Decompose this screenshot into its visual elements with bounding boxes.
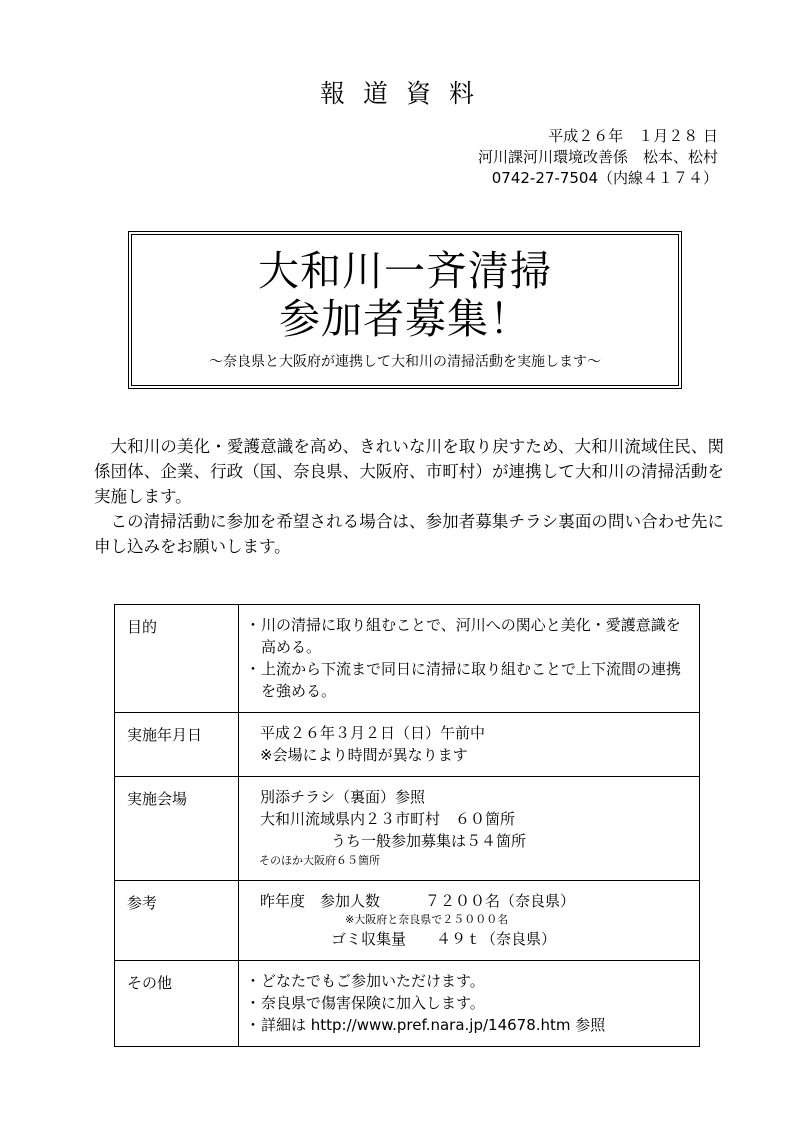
venue-line-1: 別添チラシ（裏面）参照 [260,788,426,806]
title-box-inner [131,234,679,386]
row-label-reference: 参考 [115,881,239,961]
title-line-2: 参加者募集！ [279,295,531,343]
contact-department: 河川課河川環境改善係 松本、松村 [477,148,718,166]
bullet-mark: ・ [245,616,261,634]
list-item [245,970,691,992]
title-line-1: 大和川一斉清掃 [258,247,552,295]
table-row-purpose [115,605,700,713]
date-line-1: 平成２６年３月２日（日）午前中 [260,724,486,742]
row-content-date [239,713,700,777]
release-date: 平成２６年 １月２８ 日 [548,127,718,145]
list-item [245,1014,691,1036]
list-item [245,614,691,658]
row-label-other: その他 [115,961,239,1047]
table-row-other [115,961,700,1047]
table-row-reference [115,881,700,961]
purpose-item-2: 上流から下流まで同日に清掃に取り組むことで上下流間の連携を強める。 [261,660,682,700]
bullet-mark: ・ [245,972,261,990]
row-content-venue [239,777,700,881]
row-content-purpose [239,605,700,713]
info-table [114,604,700,1047]
bullet-mark: ・ [245,660,261,678]
reference-line-3: ゴミ収集量 ４９ｔ（奈良県） [331,930,557,948]
venue-note: そのほか大阪府６５箇所 [259,854,380,867]
bullet-mark: ・ [245,994,261,1012]
body-paragraph-1: 大和川の美化・愛護意識を高め、きれいな川を取り戻すため、大和川流域住民、関係団体、企業、行政（国、奈良県、大阪府、市町村）が連携して大和川の清掃活動を実施します。 [94,437,724,506]
body-paragraph-2: この清掃活動に参加を希望される場合は、参加者募集チラシ裏面の問い合わせ先に申し込みをお願いします。 [94,512,724,556]
title-box [128,231,682,389]
page-heading: 報道資料 [319,79,492,108]
title-subtitle: ～奈良県と大阪府が連携して大和川の清掃活動を実施します～ [209,354,601,370]
contact-phone: 0742-27-7504（内線４１７４） [491,169,718,187]
table-row-venue [115,777,700,881]
list-item [245,992,691,1014]
row-content-reference [239,881,700,961]
list-item [245,658,691,702]
date-line-2: ※会場により時間が異なります [260,746,468,764]
venue-line-2: 大和川流域県内２３市町村 ６０箇所 [260,810,516,828]
other-item-1: どなたでもご参加いただけます。 [261,972,485,990]
venue-line-3: うち一般参加募集は５４箇所 [331,832,527,850]
row-label-date: 実施年月日 [115,713,239,777]
reference-note: ※大阪府と奈良県で２５０００名 [345,913,509,926]
other-item-3: 詳細は http://www.pref.nara.jp/14678.htm 参照 [261,1016,606,1034]
body-text [94,434,724,559]
row-label-venue: 実施会場 [115,777,239,881]
reference-line-1: 昨年度 参加人数 ７２００名（奈良県） [260,892,576,910]
other-item-2: 奈良県で傷害保険に加入します。 [261,994,485,1012]
bullet-mark: ・ [245,1016,261,1034]
row-label-purpose: 目的 [115,605,239,713]
purpose-item-1: 川の清掃に取り組むことで、河川への関心と美化・愛護意識を高める。 [261,616,681,656]
press-info [478,126,718,189]
row-content-other [239,961,700,1047]
table-row-date [115,713,700,777]
